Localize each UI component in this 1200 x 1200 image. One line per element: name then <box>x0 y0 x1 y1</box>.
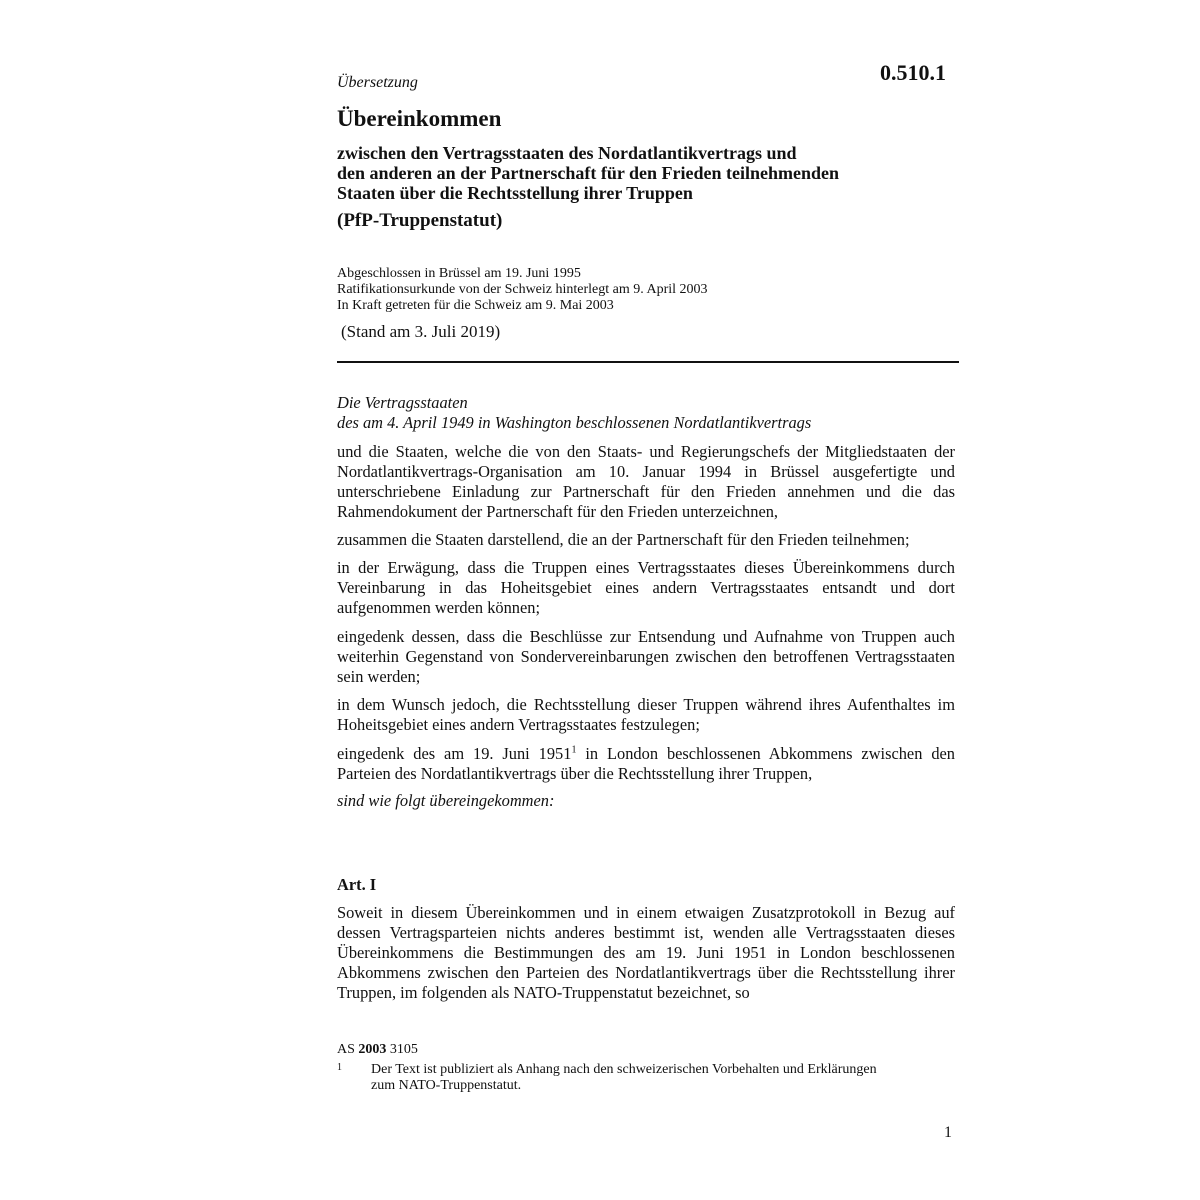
preamble-paragraph <box>337 744 955 784</box>
short-title: (PfP-Truppenstatut) <box>337 210 503 231</box>
subtitle-line: zwischen den Vertragsstaaten des Nordatlantikvertrags und <box>337 143 797 163</box>
as-page: 3105 <box>389 1042 418 1057</box>
footnote-text: Der Text ist publiziert als Anhang nach den schweizerischen Vorbehalten und Erklärungen zum NATO-Truppenstatut. <box>371 1062 877 1093</box>
preamble-intro <box>337 393 957 433</box>
concluded-date: Abgeschlossen in Brüssel am 19. Juni 1995 <box>337 266 581 281</box>
preamble-paragraph: zusammen die Staaten darstellend, die an der Partnerschaft für den Frieden teilnehmen; <box>337 530 910 549</box>
official-collection-reference <box>337 1042 957 1058</box>
as-year: 2003 <box>358 1042 387 1057</box>
subtitle-line: den anderen an der Partnerschaft für den Frieden teilnehmenden <box>337 163 839 183</box>
paragraph-text: in London beschlossenen Abkommens zwischen den Parteien des Nordatlantikvertrags über die Rechtsstellung ihrer Truppen, <box>337 744 955 783</box>
document-title: Übereinkommen <box>337 106 502 131</box>
ratification-date: Ratifikationsurkunde von der Schweiz hinterlegt am 9. April 2003 <box>337 282 708 297</box>
footnote-number: 1 <box>337 1062 342 1073</box>
preamble-paragraph: in dem Wunsch jedoch, die Rechtsstellung dieser Truppen während ihres Aufenthaltes im Hoheitsgebiet eines andern Vertragsstaates festzulegen; <box>337 695 955 734</box>
article-heading: Art. I <box>337 875 377 894</box>
preamble-closing: sind wie folgt übereingekommen: <box>337 791 555 810</box>
preamble-intro-line: Die Vertragsstaaten <box>337 393 468 412</box>
footnote-reference[interactable]: 1 <box>571 744 577 756</box>
preamble-paragraph: eingedenk dessen, dass die Beschlüsse zur Entsendung und Aufnahme von Truppen auch weiterhin Gegenstand von Sondervereinbarungen zwischen den betroffenen Vertragsstaaten sein werden; <box>337 627 955 686</box>
document-number: 0.510.1 <box>880 60 946 85</box>
footnote <box>337 1062 897 1094</box>
document-subtitle <box>337 143 957 203</box>
translation-label: Übersetzung <box>337 74 418 91</box>
paragraph-text: eingedenk des am 19. Juni 1951 <box>337 744 572 763</box>
as-prefix: AS <box>337 1042 355 1057</box>
article-text: Soweit in diesem Übereinkommen und in einem etwaigen Zusatzprotokoll in Bezug auf dessen Vertragsparteien nichts anderes bestimmt ist, wenden alle Vertragsstaaten dieses Übereinkommens die Bestimmungen des am 19. Juni 1951 in London beschlossenen Abkommens zwischen den Parteien des Nordatlantikvertrags über die Rechtsstellung ihrer Truppen, im folgenden als NATO-Truppenstatut bezeichnet, so <box>337 903 955 1002</box>
page-number: 1 <box>944 1124 952 1141</box>
preamble-paragraph: in der Erwägung, dass die Truppen eines Vertragsstaates dieses Übereinkommens durch Vereinbarung in das Hoheitsgebiet eines andern Vertragsstaates entsandt und dort aufgenommen werden können; <box>337 558 955 617</box>
treaty-metadata <box>337 266 957 314</box>
horizontal-rule <box>337 361 959 363</box>
status-date: (Stand am 3. Juli 2019) <box>341 322 501 341</box>
in-force-date: In Kraft getreten für die Schweiz am 9. Mai 2003 <box>337 298 614 313</box>
preamble-intro-line: des am 4. April 1949 in Washington beschlossenen Nordatlantikvertrags <box>337 413 812 432</box>
preamble-paragraph: und die Staaten, welche die von den Staats- und Regierungschefs der Mitgliedstaaten der Nordatlantikvertrags-Organisation am 10. Januar 1994 in Brüssel ausgefertigte und unterschriebene Einladung zur Partnerschaft für den Frieden annehmen und die das Rahmendokument der Partnerschaft für den Frieden unterzeichnen, <box>337 442 955 521</box>
subtitle-line: Staaten über die Rechtsstellung ihrer Truppen <box>337 183 693 203</box>
